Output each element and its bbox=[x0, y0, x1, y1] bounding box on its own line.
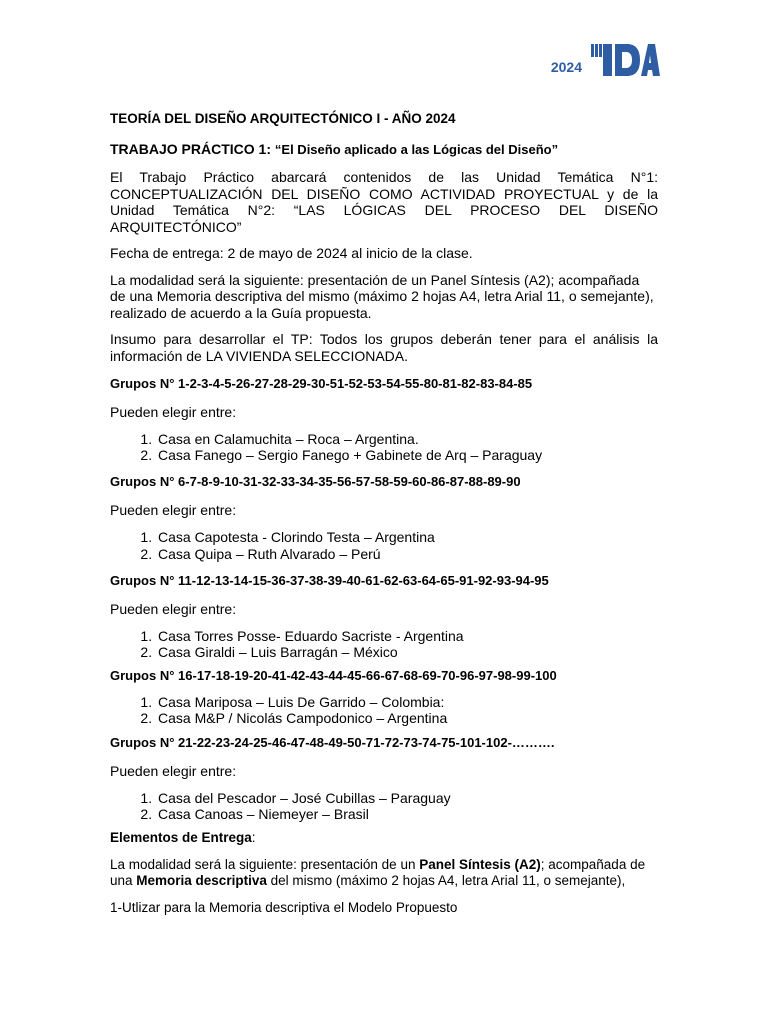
list-item: 1. Casa en Calamuchita – Roca – Argentina. bbox=[156, 431, 658, 447]
elementos-label: Elementos de Entrega bbox=[110, 830, 252, 846]
header bbox=[551, 44, 660, 76]
house-list bbox=[110, 790, 658, 822]
modalidad2-text-2: ; acompañada de una bbox=[110, 857, 646, 889]
list-item: 2. Casa M&P / Nicolás Campodonico – Argentina bbox=[156, 710, 658, 726]
group-choose-label: Pueden elegir entre: bbox=[110, 404, 237, 420]
modalidad-paragraph: La modalidad será la siguiente: presentación de un Panel Síntesis (A2); acompañada de una Memoria descriptiva del mismo (máximo 2 hojas A4, letra Arial 11, o semejante), realizado de acuerdo a la Guía propuesta. bbox=[110, 271, 654, 321]
insumo-paragraph: Insumo para desarrollar el TP: Todos los grupos deberán tener para el análisis la información de LA VIVIENDA SELECCIONADA. bbox=[110, 331, 658, 364]
group-title: Grupos N° 16-17-18-19-20-41-42-43-44-45-66-67-68-69-70-96-97-98-99-100 bbox=[110, 668, 557, 684]
group-choose-label: Pueden elegir entre: bbox=[110, 600, 237, 617]
list-item: 2. Casa Quipa – Ruth Alvarado – Perú bbox=[156, 546, 658, 562]
elementos-colon: : bbox=[251, 830, 256, 846]
header-year: 2024 bbox=[550, 59, 582, 75]
list-item: 1. Casa Torres Posse- Eduardo Sacriste - Argentina bbox=[156, 628, 658, 644]
intro-paragraph: El Trabajo Práctico abarcará contenidos de las Unidad Temática N°1: CONCEPTUALIZACIÓN DEL DISEÑO COMO ACTIVIDAD PROYECTUAL y de la Unidad Temática N°2: “LAS LÓGICAS DEL PROCESO DEL DISEÑO ARQUITECTÓNICO” bbox=[110, 169, 658, 235]
group-choose-label: Pueden elegir entre: bbox=[110, 502, 237, 519]
modalidad2-text-3: del mismo (máximo 2 hojas A4, letra Arial 11, o semejante), bbox=[266, 873, 626, 889]
due-date: Fecha de entrega: 2 de mayo de 2024 al inicio de la clase. bbox=[110, 245, 473, 261]
modalidad2-paragraph bbox=[110, 857, 658, 889]
house-list bbox=[110, 431, 658, 463]
list-item: 1. Casa Capotesta - Clorindo Testa – Argentina bbox=[156, 529, 658, 545]
list-item: 2. Casa Giraldi – Luis Barragán – México bbox=[156, 644, 658, 660]
document-title: TEORÍA DEL DISEÑO ARQUITECTÓNICO I - AÑO 2024 bbox=[110, 111, 456, 126]
elementos-heading bbox=[110, 830, 658, 846]
group-title: Grupos N° 6-7-8-9-10-31-32-33-34-35-56-57-58-59-60-86-87-88-89-90 bbox=[110, 474, 521, 490]
list-item: 2. Casa Canoas – Niemeyer – Brasil bbox=[156, 806, 658, 822]
tp-subtitle: “El Diseño aplicado a las Lógicas del Diseño” bbox=[274, 142, 559, 157]
house-list bbox=[110, 694, 658, 726]
tp-title bbox=[110, 140, 658, 159]
group-title: Grupos N° 21-22-23-24-25-46-47-48-49-50-71-72-73-74-75-101-102-………. bbox=[110, 734, 555, 750]
tp-label: TRABAJO PRÁCTICO 1: bbox=[110, 141, 275, 157]
document-body bbox=[110, 110, 658, 916]
house-list bbox=[110, 529, 658, 561]
memoria-descriptiva-label: Memoria descriptiva bbox=[136, 873, 267, 889]
panel-sintesis-label: Panel Síntesis (A2) bbox=[419, 857, 541, 873]
list-item: 1. Casa Mariposa – Luis De Garrido – Colombia: bbox=[156, 694, 658, 710]
group-choose-label: Pueden elegir entre: bbox=[110, 762, 237, 779]
house-list bbox=[110, 628, 658, 660]
utilizar-line: 1-Utlizar para la Memoria descriptiva el Modelo Propuesto bbox=[110, 900, 458, 916]
ida-logo bbox=[590, 44, 660, 76]
list-item: 2. Casa Fanego – Sergio Fanego + Gabinete de Arq – Paraguay bbox=[156, 447, 658, 463]
group-title: Grupos N° 1-2-3-4-5-26-27-28-29-30-51-52-53-54-55-80-81-82-83-84-85 bbox=[110, 376, 533, 391]
group-title: Grupos N° 11-12-13-14-15-36-37-38-39-40-61-62-63-64-65-91-92-93-94-95 bbox=[110, 572, 549, 588]
list-item: 1. Casa del Pescador – José Cubillas – Paraguay bbox=[156, 790, 658, 806]
modalidad2-text-1: La modalidad será la siguiente: presentación de un bbox=[110, 857, 420, 873]
